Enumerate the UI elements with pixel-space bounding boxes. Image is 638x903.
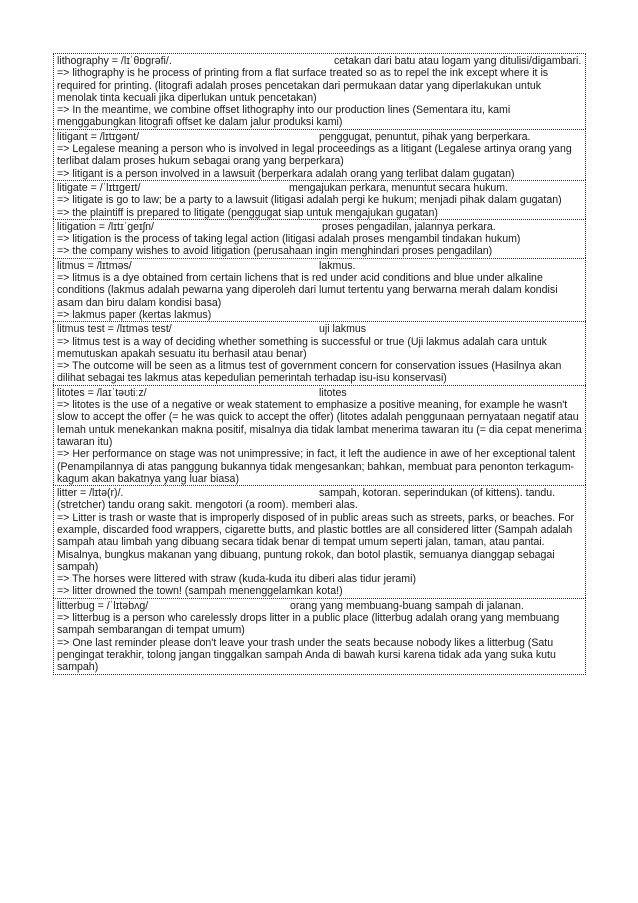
entry-line: => litterbug is a person who carelessly drops litter in a public place (litterbug adalah orang yang membuang sampah sembarangan di tempat umum)	[57, 612, 560, 637]
entry-meaning: mengajukan perkara, menuntut secara hukum.	[289, 181, 509, 194]
dictionary-entry	[53, 385, 586, 485]
entry-line: => Litter is trash or waste that is improperly disposed of in public areas such as streets, parks, or beaches. For example, discarded food wrappers, cigarette butts, and plastic bottles are all considered litter (Sampah adalah sampah atau limbah yang dibuang secara tidak benar di tempat umum seperti jalan, taman, atau pantai. Misalnya, bungkus makanan yang dibuang, puntung rokok, dan botol plastik, semuanya dianggap sebagai sampah)	[57, 511, 574, 573]
entry-headline	[57, 55, 582, 67]
entry-meaning: penggugat, penuntut, pihak yang berperkara.	[319, 130, 531, 143]
dictionary-page	[53, 53, 586, 675]
entry-line: => litigate is go to law; be a party to a lawsuit (litigasi adalah pergi ke hukum; menjadi pihak dalam gugatan)	[57, 194, 562, 207]
entry-line: => Legalese meaning a person who is involved in legal proceedings as a litigant (Legalese artinya orang yang terlibat dalam proses hukum sebagai orang yang berperkara)	[57, 143, 572, 168]
entry-headword: litmus = /lɪtməs/	[57, 259, 132, 272]
entry-meaning: uji lakmus	[319, 323, 367, 336]
entry-headline	[57, 221, 582, 233]
entry-headword: litter = /lɪtə(r)/.	[57, 487, 124, 500]
entry-meaning: lakmus.	[319, 259, 356, 272]
entry-headline	[57, 323, 582, 335]
entry-line: => litigant is a person involved in a lawsuit (berperkara adalah orang yang terlibat dalam gugatan)	[57, 167, 515, 180]
entry-meaning: sampah, kotoran. seperindukan (of kittens). tandu.	[319, 487, 556, 500]
entry-headline	[57, 182, 582, 194]
entry-headword: litterbug = /ˈlɪtəbʌg/	[57, 599, 149, 612]
dictionary-entry	[53, 485, 586, 598]
entry-line: => litmus test is a way of deciding whether something is successful or true (Uji lakmus adalah cara untuk memutuskan apakah sesuatu itu berhasil atau benar)	[57, 335, 547, 360]
dictionary-entry	[53, 321, 586, 384]
entry-meaning: cetakan dari batu atau logam yang ditulisi/digambari.	[334, 55, 582, 67]
entry-line: => The horses were littered with straw (kuda-kuda itu diberi alas tidur jerami)	[57, 573, 416, 586]
entry-headword: litigate = /ˈlɪtɪgeɪt/	[57, 181, 141, 194]
entry-headword: lithography = /lɪˈθɒgrəfi/.	[57, 55, 172, 67]
entry-meaning: litotes	[319, 386, 347, 399]
entry-headword: litmus test = /lɪtməs test/	[57, 323, 172, 336]
entry-line: (stretcher) tandu orang sakit. mengotori (a room). memberi alas.	[57, 499, 358, 512]
entry-meaning: proses pengadilan, jalannya perkara.	[322, 220, 496, 233]
dictionary-entry	[53, 180, 586, 219]
entry-line: => In the meantime, we combine offset lithography into our production lines (Sementara itu, kami menggabungkan litografi offset ke dalam jalur produksi kami)	[57, 104, 511, 129]
dictionary-entry	[53, 219, 586, 258]
entry-headline	[57, 131, 582, 143]
entry-headword: litotes = /laɪˈtəʊtiːz/	[57, 386, 147, 399]
dictionary-entry	[53, 598, 586, 675]
entry-line: => lithography is he process of printing from a flat surface treated so as to repel the ink except where it is required for printing. (litografi adalah proses pencetakan dari permukaan datar yang diperlakukan untuk menolak tinta kecuali jika diperlukan untuk pencetakan)	[57, 67, 549, 104]
entry-line: => litigation is the process of taking legal action (litigasi adalah proses mengambil tindakan hukum)	[57, 233, 521, 246]
entry-line: => Her performance on stage was not unimpressive; in fact, it left the audience in awe of her exceptional talent (Penampilannya di atas panggung bukannya tidak mengesankan; bahkan, membuat para penonton terkagum-kagum akan bakatnya yang luar biasa)	[57, 448, 576, 485]
entry-line: => litmus is a dye obtained from certain lichens that is red under acid conditions and blue under alkaline conditions (lakmus adalah pewarna yang diperoleh dari lumut tertentu yang berwarna merah dalam kondisi asam dan biru dalam kondisi basa)	[57, 272, 558, 309]
entry-line: => the plaintiff is prepared to litigate (penggugat siap untuk mengajukan gugatan)	[57, 206, 438, 219]
dictionary-entry	[53, 53, 586, 129]
entry-line: => lakmus paper (kertas lakmus)	[57, 308, 212, 321]
dictionary-entry	[53, 129, 586, 180]
dictionary-entry	[53, 258, 586, 321]
entry-headword: litigant = /lɪtɪgənt/	[57, 130, 140, 143]
entry-line: => The outcome will be seen as a litmus test of government concern for conservation issues (Hasilnya akan dilihat sebagai tes lakmus atas kepedulian pemerintah terhadap isu-isu konservasi)	[57, 360, 562, 385]
entry-headword: litigation = /lɪtɪˈgeɪʃn/	[57, 220, 154, 233]
entry-headline	[57, 260, 582, 272]
entry-line: => the company wishes to avoid litigation (perusahaan ingin menghindari proses pengadilan)	[57, 245, 493, 258]
entry-headline	[57, 487, 582, 499]
entry-headline	[57, 387, 582, 399]
entry-line: => One last reminder please don't leave your trash under the seats because nobody likes a litterbug (Satu pengingat terakhir, tolong jangan tinggalkan sampah Anda di bawah kursi karena tidak ada yang suka kutu sampah)	[57, 636, 556, 674]
entry-headline	[57, 600, 582, 612]
entry-line: => litter drowned the town! (sampah menenggelamkan kota!)	[57, 585, 343, 598]
entry-meaning: orang yang membuang-buang sampah di jalanan.	[290, 599, 524, 612]
entry-line: => litotes is the use of a negative or weak statement to emphasize a positive meaning, for example he wasn't slow to accept the offer (= he was quick to accept the offer) (litotes adalah penggunaan pernyataan negatif atau lemah untuk menekankan makna positif, misalnya dia tidak lambat menerima tawaran itu (= dia cepat menerima tawaran itu)	[57, 399, 582, 448]
